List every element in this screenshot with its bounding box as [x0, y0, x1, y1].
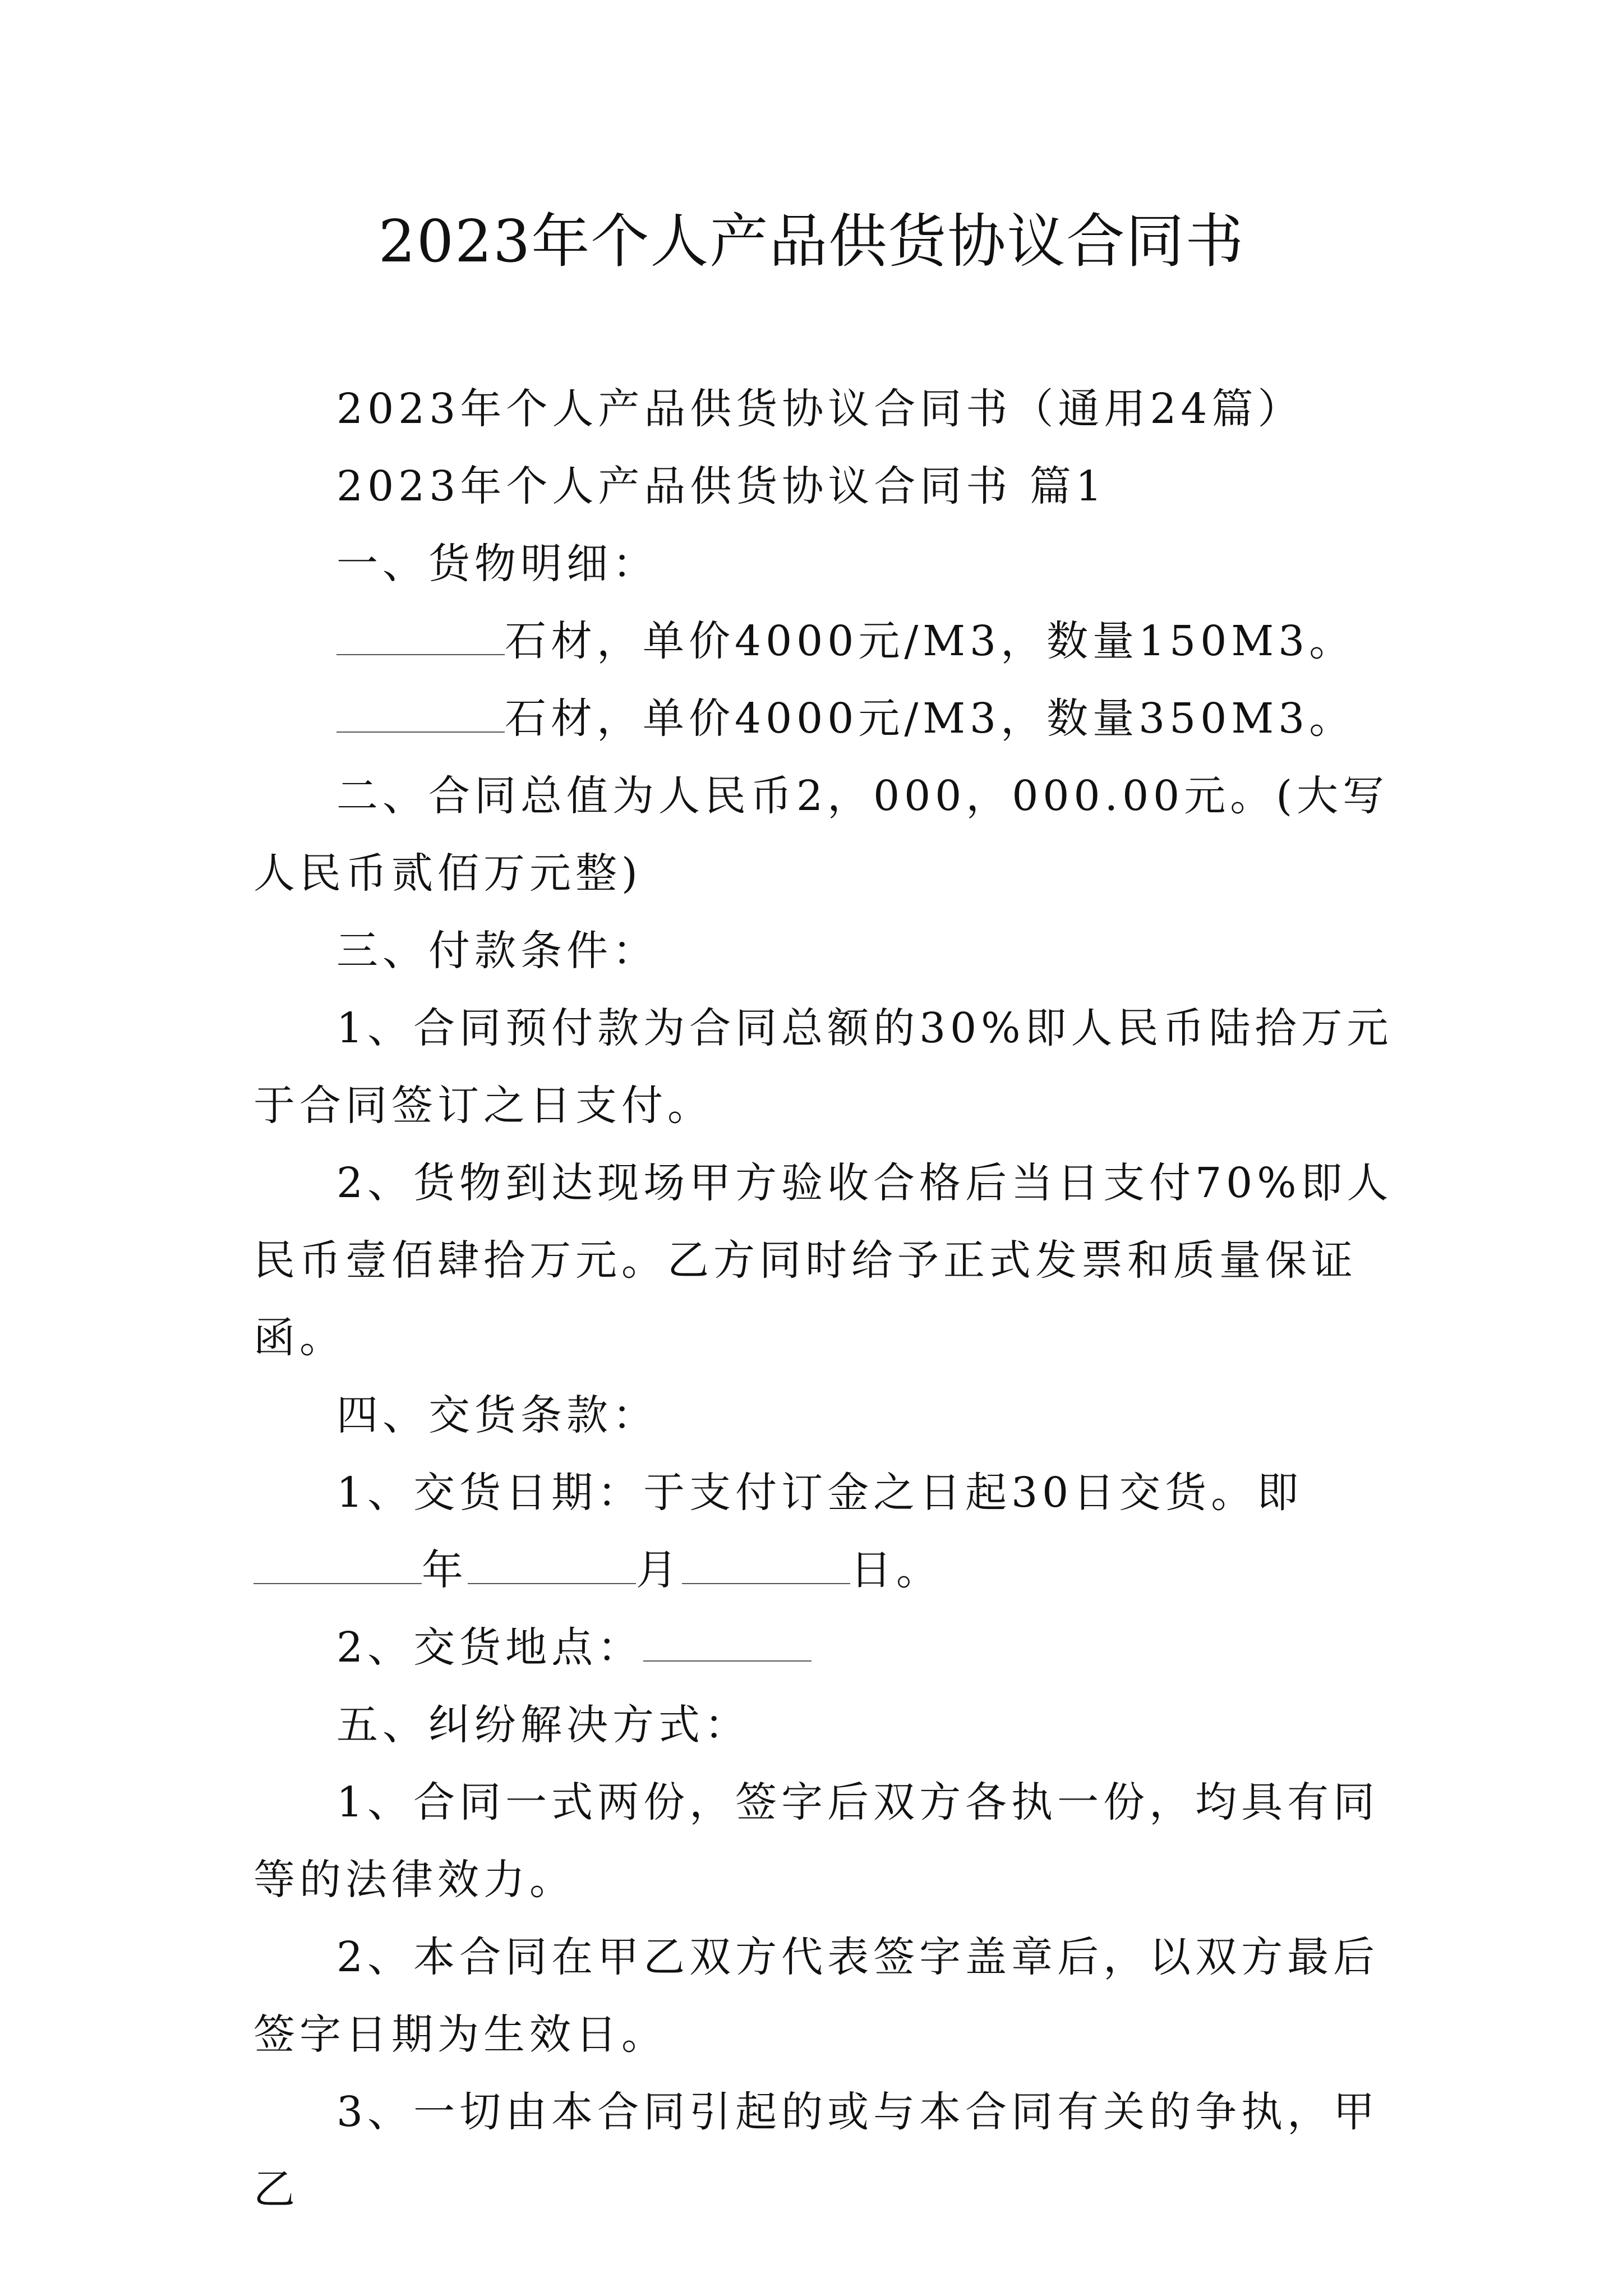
- fill-blank: [643, 1659, 811, 1662]
- paragraph-delivery-place: [253, 1609, 1398, 1686]
- paragraph-goods-item-2: [253, 680, 1398, 757]
- fill-blank: [682, 1582, 850, 1584]
- delivery-place-text: 2、交货地点：: [336, 1623, 644, 1672]
- fill-blank: [336, 730, 505, 733]
- document-body: [253, 370, 1398, 2228]
- paragraph-total-value: 二、合同总值为人民币2，000，000.00元。(大写人民币贰佰万元整): [253, 772, 1389, 898]
- fill-blank: [468, 1582, 636, 1584]
- delivery-date-text: 1、交货日期：于支付订金之日起30日交货。即: [336, 1469, 1303, 1517]
- document-title: 2023年个人产品供货协议合同书: [378, 207, 1245, 275]
- paragraph-goods-item-1: [253, 602, 1398, 680]
- fill-blank: [253, 1582, 422, 1584]
- goods-item-1-text: 石材，单价4000元/M3，数量150M3。: [505, 617, 1355, 665]
- paragraph-goods-heading: 一、货物明细：: [336, 540, 658, 588]
- paragraph-section-heading: 2023年个人产品供货协议合同书 篇1: [336, 462, 1106, 510]
- fill-blank: [336, 653, 505, 655]
- delivery-day-label: 日。: [850, 1546, 942, 1594]
- delivery-month-label: 月: [636, 1546, 682, 1594]
- paragraph-delivery-date: [253, 1454, 1398, 1609]
- paragraph-dispute-1: 1、合同一式两份，签字后双方各执一份，均具有同等的法律效力。: [253, 1778, 1380, 1904]
- paragraph-delivery-heading: 四、交货条款：: [336, 1391, 658, 1439]
- paragraph-payment-2: 2、货物到达现场甲方验收合格后当日支付70%即人民币壹佰肆拾万元。乙方同时给予正式发票和质量保证函。: [253, 1159, 1393, 1362]
- paragraph-dispute-3: 3、一切由本合同引起的或与本合同有关的争执，甲乙: [253, 2088, 1380, 2214]
- paragraph-payment-1: 1、合同预付款为合同总额的30%即人民币陆拾万元于合同签订之日支付。: [253, 1004, 1393, 1130]
- goods-item-2-text: 石材，单价4000元/M3，数量350M3。: [505, 694, 1355, 743]
- paragraph-dispute-2: 2、本合同在甲乙双方代表签字盖章后，以双方最后签字日期为生效日。: [253, 1933, 1380, 2059]
- paragraph-payment-heading: 三、付款条件：: [336, 927, 658, 975]
- paragraph-dispute-heading: 五、纠纷解决方式：: [336, 1701, 750, 1749]
- delivery-year-label: 年: [422, 1546, 468, 1594]
- paragraph-subtitle: 2023年个人产品供货协议合同书（通用24篇）: [336, 385, 1304, 433]
